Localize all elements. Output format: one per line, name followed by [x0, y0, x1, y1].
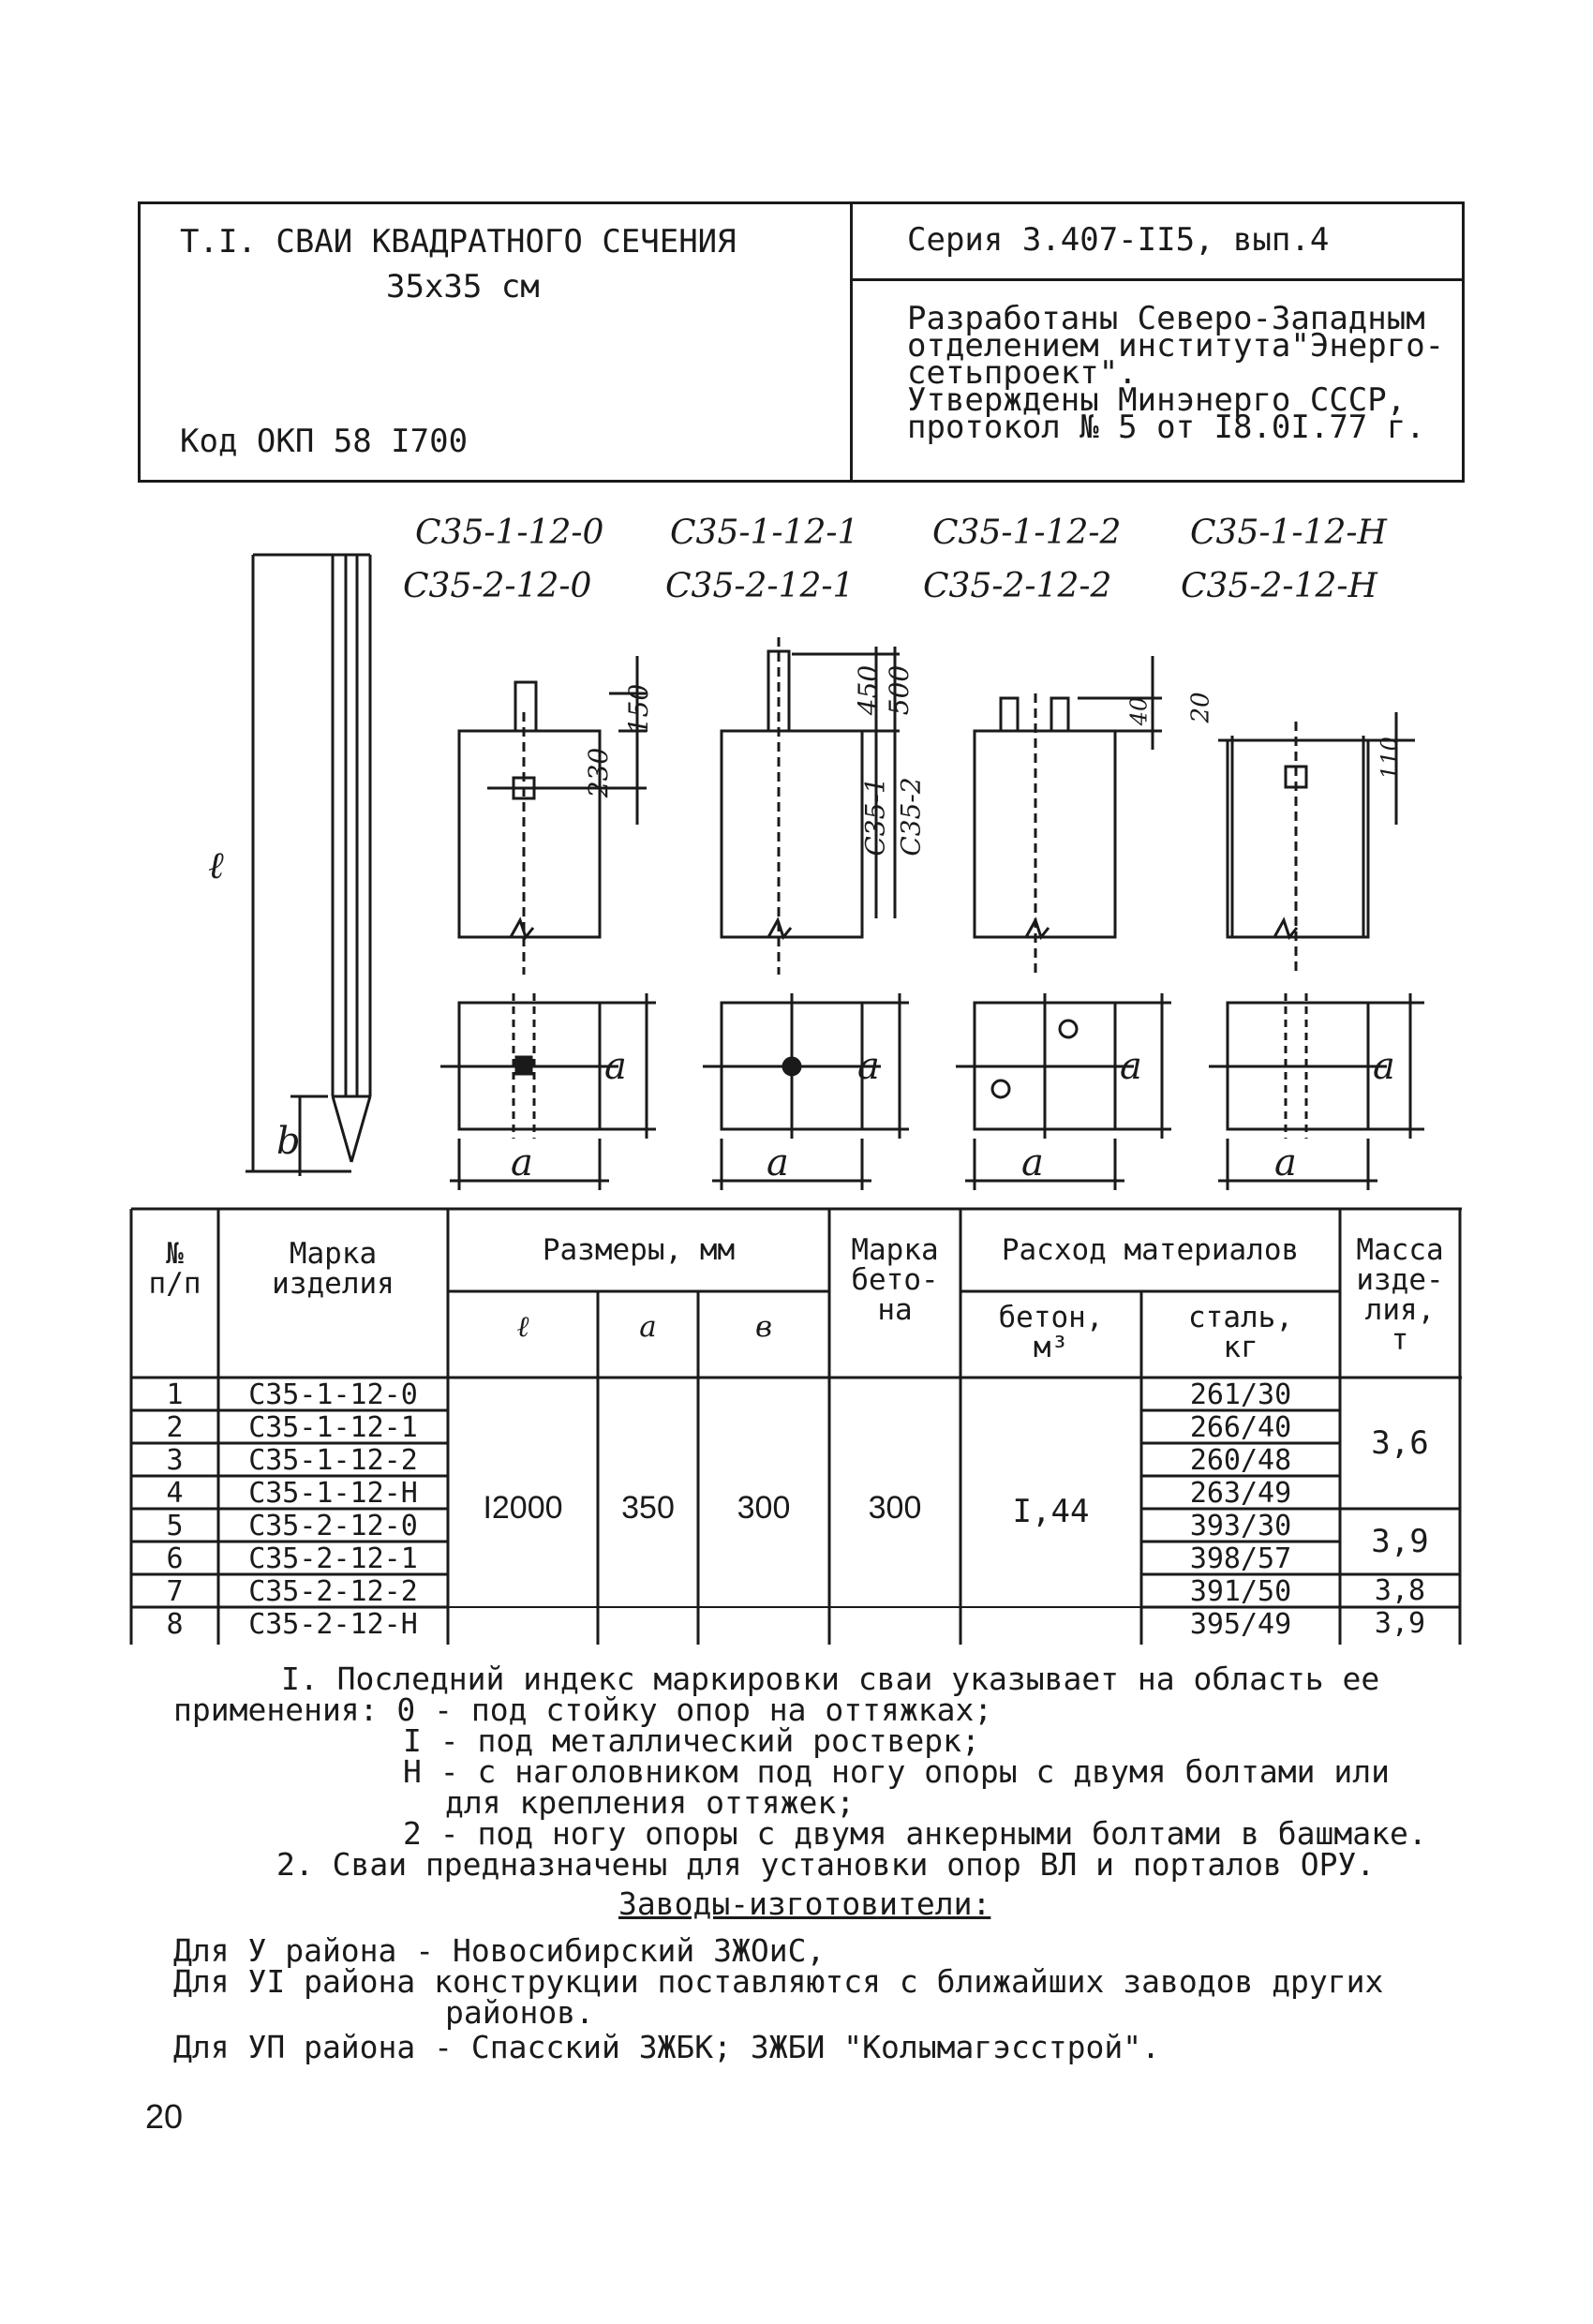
row-mark: С35-1-12-1: [248, 1411, 418, 1444]
row-steel: 393/30: [1189, 1510, 1292, 1542]
mark-label: С35-2-12-1: [665, 567, 855, 605]
header-mark-line: Марка: [289, 1237, 378, 1271]
developer-line: сетьпроект".: [907, 354, 1138, 392]
row-number: 8: [166, 1608, 184, 1641]
row-mark: С35-2-12-Н: [248, 1608, 418, 1641]
header-concrete-mark-line: бето-: [851, 1263, 939, 1297]
width-dimension-label: a: [1373, 1045, 1395, 1088]
header-steel: [1141, 1303, 1340, 1363]
table-steel-column: [1141, 1378, 1340, 1644]
mark-label: С35-1-12-1: [670, 514, 859, 552]
label-c35-2: С35-2: [895, 777, 927, 857]
header-number-line: п/п: [148, 1267, 201, 1301]
mark-label: С35-2-12-Н: [1181, 567, 1377, 605]
row-number: 2: [166, 1411, 184, 1444]
mark-label: С35-1-12-2: [932, 514, 1122, 552]
factory-line: Для У района - Новосибирский ЗЖОиС,: [173, 1932, 826, 1969]
row-number: 6: [166, 1542, 184, 1575]
note-1-line: Н - с наголовником под ногу опоры с двумя болтами или: [403, 1753, 1390, 1790]
row-mark: С35-2-12-1: [248, 1542, 418, 1575]
series-label: Серия 3.407-II5, вып.4: [907, 221, 1330, 259]
width-dimension-label: a: [1120, 1045, 1142, 1088]
okp-code: Код ОКП 58 I700: [180, 423, 469, 460]
header-number-line: №: [166, 1237, 184, 1271]
width-dimension-label: a: [1274, 1141, 1297, 1184]
header-length: ℓ: [516, 1310, 529, 1344]
point-dimension-label: b: [276, 1120, 301, 1163]
row-number: 3: [166, 1444, 184, 1477]
row-number: 5: [166, 1510, 184, 1542]
row-steel: 395/49: [1189, 1608, 1292, 1641]
cell-mass: 3,9: [1374, 1607, 1426, 1640]
header-concrete-mark: [829, 1235, 960, 1325]
width-dimension-label: a: [857, 1045, 880, 1088]
width-dimension-label: a: [511, 1141, 533, 1184]
row-mark: С35-1-12-2: [248, 1444, 418, 1477]
note-1-line: I. Последний индекс маркировки сваи указывает на область ее: [281, 1661, 1380, 1697]
row-steel: 398/57: [1189, 1542, 1292, 1575]
developer-line: Утверждены Минэнерго СССР,: [907, 381, 1407, 419]
cell-mass: 3,6: [1371, 1424, 1429, 1462]
table-rows-left: [131, 1378, 448, 1644]
note-1-line: I - под металлический ростверк;: [403, 1722, 980, 1759]
cell-b: 300: [737, 1490, 791, 1526]
page-number: 20: [145, 2097, 184, 2136]
header-concrete: [960, 1303, 1141, 1363]
header-mass-line: т: [1391, 1323, 1409, 1357]
row-number: 1: [166, 1378, 184, 1411]
mark-label: С35-2-12-2: [923, 567, 1112, 605]
row-mark: С35-2-12-0: [248, 1510, 418, 1542]
width-dimension-label: a: [1021, 1141, 1044, 1184]
header-steel-line: сталь,: [1188, 1301, 1293, 1334]
width-dimension-label: a: [767, 1141, 789, 1184]
width-dimension-label: a: [604, 1045, 627, 1088]
label-c35-1: С35-1: [859, 777, 891, 857]
header-mark-line: изделия: [272, 1267, 395, 1301]
header-mass-line: лия,: [1364, 1293, 1436, 1327]
table-row: [131, 1512, 448, 1545]
mark-label: С35-2-12-0: [403, 567, 592, 605]
table-row: [131, 1444, 448, 1480]
table-row: [131, 1477, 448, 1512]
cell-mass: 3,8: [1374, 1574, 1426, 1607]
header-a: a: [639, 1310, 657, 1344]
row-mark: С35-1-12-Н: [248, 1477, 418, 1510]
header-steel-line: кг: [1223, 1331, 1258, 1364]
dimension-40: 40: [1125, 696, 1153, 726]
document-title: Т.I. СВАИ КВАДРАТНОГО СЕЧЕНИЯ: [180, 223, 737, 261]
dimension-500: 500: [884, 664, 916, 716]
factory-line: районов.: [445, 1994, 594, 2031]
cell-length: I2000: [483, 1490, 563, 1526]
row-steel: 261/30: [1189, 1378, 1292, 1411]
row-steel: 391/50: [1189, 1575, 1292, 1608]
header-sizes: Размеры, мм: [542, 1233, 736, 1267]
row-mark: С35-1-12-0: [248, 1378, 418, 1411]
header-concrete-line: м³: [1033, 1331, 1069, 1364]
cell-concrete-mark: 300: [868, 1490, 922, 1526]
row-number: 7: [166, 1575, 184, 1608]
header-b: в: [754, 1310, 773, 1344]
row-steel: 260/48: [1189, 1444, 1292, 1477]
dimension-450: 450: [853, 664, 885, 716]
note-1-line: 2 - под ногу опоры с двумя анкерными болтами в башмаке.: [403, 1815, 1427, 1852]
document-subtitle: 35х35 см: [386, 268, 540, 305]
header-mass: [1340, 1235, 1460, 1355]
cell-a: 350: [621, 1490, 675, 1526]
length-dimension-label: ℓ: [208, 844, 224, 887]
table-row: [131, 1542, 448, 1578]
developer-line: протокол № 5 от I8.0I.77 г.: [907, 409, 1425, 446]
cell-mass: 3,9: [1371, 1523, 1429, 1560]
dimension-230: 230: [583, 747, 615, 798]
mark-label: С35-1-12-Н: [1190, 514, 1387, 552]
developer-line: Разработаны Северо-Западным: [907, 300, 1425, 337]
table-row: [131, 1575, 448, 1611]
developer-line: отделением института"Энерго-: [907, 327, 1445, 365]
header-number: [131, 1239, 218, 1299]
dimension-20: 20: [1186, 692, 1215, 723]
row-mark: С35-2-12-2: [248, 1575, 418, 1608]
mark-label: С35-1-12-0: [415, 514, 604, 552]
note-2: 2. Сваи предназначены для установки опор ВЛ и порталов ОРУ.: [276, 1846, 1376, 1883]
note-1-line: применения: 0 - под стойку опор на оттяжках;: [173, 1691, 993, 1728]
note-1-line: для крепления оттяжек;: [445, 1784, 856, 1821]
row-steel: 263/49: [1189, 1477, 1292, 1510]
cell-concrete-volume: I,44: [1012, 1493, 1090, 1530]
header-mass-line: изде-: [1356, 1263, 1444, 1297]
row-steel: 266/40: [1189, 1411, 1292, 1444]
table-row: [131, 1411, 448, 1447]
header-mass-line: Масса: [1356, 1233, 1444, 1267]
dimension-110: 110: [1376, 737, 1403, 780]
table-row: [131, 1378, 448, 1414]
header-concrete-line: бетон,: [998, 1301, 1104, 1334]
factories-title: Заводы-изготовители:: [618, 1885, 991, 1922]
header-mark: [218, 1239, 448, 1299]
header-materials: Расход материалов: [1001, 1233, 1300, 1267]
dimension-150: 150: [623, 683, 655, 735]
row-number: 4: [166, 1477, 184, 1510]
header-concrete-mark-line: на: [877, 1293, 913, 1327]
header-concrete-mark-line: Марка: [851, 1233, 939, 1267]
factory-line: Для УП района - Спасский ЗЖБК; ЗЖБИ "Колымагэсстрой".: [173, 2029, 1160, 2065]
table-row: [131, 1608, 448, 1644]
factory-line: Для УI района конструкции поставляются с ближайших заводов других: [173, 1963, 1384, 2000]
